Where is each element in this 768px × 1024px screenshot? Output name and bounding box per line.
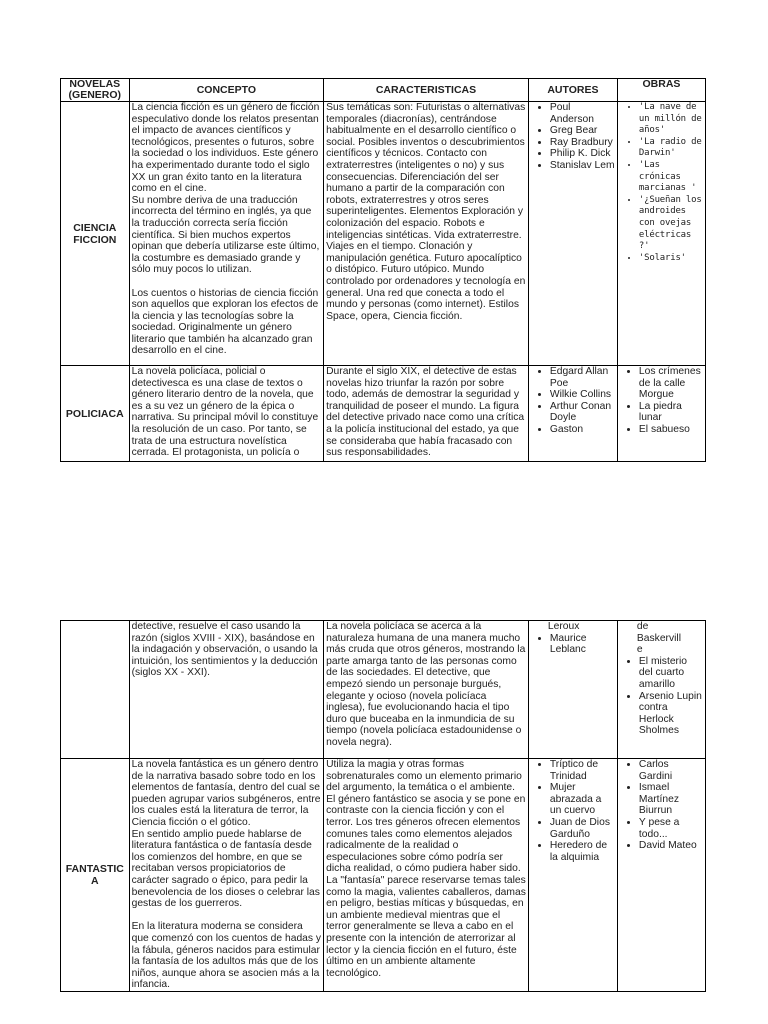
genre-table-part-2 [60,620,706,992]
concept-paragraph: En sentido amplio puede hablarse de literatura fantástica o de fantasía desde los comienzos del hombre, en que se recitaban versos propiciatorios de carácter sagrado o épico, para pedir la benevolencia de los dioses o celebrar las gestas de los guerreros. [131,828,320,910]
list-item: • Stanislav Lem [550,160,615,172]
authors-list [531,759,615,863]
list-item: • 'Las crónicas marcianas ' [639,160,703,195]
header-works: OBRAS [617,79,705,102]
list-item: • Tríptico de Trinidad [550,759,615,782]
works-cell [617,366,705,462]
concept-paragraph: La novela fantástica es un género dentro de la narrativa basado sobre todo en los elementos de fantasía, dentro del cual se pueden agrupar varios subgéneros, entre los cuales está la literatura de terror, la Ciencia ficción o el gótico. [131,759,321,828]
list-item: • Arthur Conan Doyle [550,401,615,424]
list-item: • Juan de Dios Garduño [550,817,615,840]
header-row [61,79,706,102]
list-item: • Poul Anderson [550,102,615,125]
authors-cell [528,102,617,366]
list-item: • Philip K. Dick [550,148,615,160]
concept-paragraph: Su nombre deriva de una traducción incorrecta del término en inglés, ya que la traducción correcta sería ficción científica. Si bien muchos expertos opinan que debería utilizarse este último, la costumbre es demasiado grande y sólo muy pocos lo utilizan. [131,194,320,276]
genre-cell: POLICIACA [61,366,130,462]
list-item: • Ismael Martínez Biurrun [639,782,703,817]
table-row [61,621,706,759]
list-item: • Arsenio Lupin contra Herlock Sholmes [639,691,703,737]
genre-cell: FANTASTIC A [61,759,130,992]
characteristics-paragraph: Utiliza la magia y otras formas sobrenaturales como un elemento primario del argumento, la temática o el ambiente. [326,759,522,794]
authors-list [531,366,615,436]
table-row [61,366,706,462]
characteristics-cell [324,759,529,992]
list-item: • 'Solaris' [639,253,703,265]
author-continuation: Leroux [547,621,580,632]
list-item: • El misterio del cuarto amarillo [639,656,703,691]
works-cell [617,102,705,366]
list-item: • Los crímenes de la calle Morgue [639,366,703,401]
works-list [620,656,703,737]
list-item: • Y pese a todo... [639,817,703,840]
works-list [620,366,703,436]
genre-cell: CIENCIA FICCION [61,102,130,366]
list-item: • Ray Bradbury [550,137,615,149]
concept-cell: La novela policíaca, policial o detectivesca es una clase de textos o género literario dentro de la novela, que es a su vez un género de la épica o narrativa. Su principal móvil lo constituye la resolución de un caso. Por tanto, se trata de una estructura novelística cerrada. El protagonista, un policía o [129,366,324,462]
table-row [61,102,706,366]
genre-cell [61,621,130,759]
list-item: • Heredero de la alquimia [550,840,615,863]
header-genre: NOVELAS (GENERO) [61,79,130,102]
header-concept: CONCEPTO [129,79,324,102]
works-list [620,759,703,852]
list-item: • 'La nave de un millón de años' [639,102,703,137]
concept-cell [129,759,324,992]
concept-paragraph: La ciencia ficción es un género de ficción especulativo donde los relatos presentan el impacto de avances científicos y tecnológicos, presentes o futuros, sobre la sociedad o los individuos. Este género ha experimentado durante todo el siglo XX un gran éxito tanto en la literatura como en el cine. [131,102,320,195]
authors-cell [528,366,617,462]
table-row [61,759,706,992]
characteristics-cell: Durante el siglo XIX, el detective de estas novelas hizo triunfar la razón por sobre todo, además de demostrar la seguridad y tranquilidad de poseer el mundo. La figura del detective privado nace como una crítica a la policía institucional del estado, ya que se consideraba que había fracasado con sus responsabilidades. [324,366,529,462]
list-item: • David Mateo [639,840,703,852]
works-cell [617,759,705,992]
work-continuation: de Baskervill e [636,621,681,656]
concept-paragraph: En la literatura moderna se considera que comenzó con los cuentos de hadas y la fábula, géneros nacidos para estimular la fantasía de los adultos más que de los niños, aunque ahora se asocien más a la infancia. [131,921,322,991]
authors-cell [528,759,617,992]
list-item: • 'La radio de Darwin' [639,137,703,160]
concept-paragraph: Los cuentos o historias de ciencia ficción son aquellos que exploran los efectos de la ciencia y las tecnologías sobre la sociedad. Originalmente un género literario que también ha alcanzado gran desarrollo en el cine. [131,287,319,357]
characteristics-paragraph: El género fantástico se asocia y se pone en contraste con la ciencia ficción y con el terror. Los tres géneros ofrecen elementos comunes tales como elementos alejados radicalmente de la realidad o especulaciones sobre cómo podría ser dicha realidad, o cómo pudiera haber sido. La "fantasía" parece reservarse temas tales como la magia, valientes caballeros, damas en peligro, bestias míticas y búsquedas, en un ambiente medieval mientras que el terror generalmente se lleva a cabo en el presente con la intención de aterrorizar al lector y la ciencia ficción en el futuro, éste último en un ambiente altamente tecnológico. [326,793,526,979]
works-cell [617,621,705,759]
list-item: • El sabueso [639,424,703,436]
list-item: • Greg Bear [550,125,615,137]
list-item: • Carlos Gardini [639,759,703,782]
concept-cell [129,102,324,366]
list-item: • '¿Sueñan los androides con ovejas eléctricas ?' [639,195,703,253]
concept-cell: detective, resuelve el caso usando la razón (siglos XVIII - XIX), basándose en la indagación y observación, o usando la intuición, los sentimientos y la deducción (siglos XX - XXI). [129,621,324,759]
list-item: • Wilkie Collins [550,389,615,401]
genre-table-part-1 [60,78,706,462]
authors-list [531,102,615,172]
list-item: • Mujer abrazada a un cuervo [550,782,615,817]
header-characteristics: CARACTERISTICAS [324,79,529,102]
list-item: • Maurice Leblanc [550,633,615,656]
authors-list [531,633,615,656]
list-item: • Gaston [550,424,615,436]
authors-cell [528,621,617,759]
list-item: • La piedra lunar [639,401,703,424]
characteristics-cell: Sus temáticas son: Futuristas o alternativas temporales (diacronías), centrándose habitualmente en el desarrollo científico o social. Posibles inventos o descubrimientos científicos y técnicos. Contacto con extraterrestres (inteligentes o no) y sus consecuencias. Diferenciación del ser humano a partir de la comparación con robots, extraterrestres y otros seres superinteligentes. Elementos Exploración y colonización del espacio. Robots e inteligencias sintéticas. Vida extraterrestre. Viajes en el tiempo. Clonación y manipulación genética. Futuro apocalíptico o distópico. Futuro utópico. Mundo controlado por ordenadores y tecnología en general. Una red que conecta a todo el mundo y personas (como internet). Estilos Space, opera, Ciencia ficción. [324,102,529,366]
works-list [620,102,703,264]
header-authors: AUTORES [528,79,617,102]
list-item: • Edgard Allan Poe [550,366,615,389]
characteristics-cell: La novela policíaca se acerca a la naturaleza humana de una manera mucho más cruda que otros géneros, mostrando la parte amarga tanto de las personas como de las sociedades. El detective, que empezó siendo un personaje burgués, elegante y ocioso (novela policíaca inglesa), fue evolucionando hacia el tipo duro que buceaba en la inmundicia de su tiempo (novela policíaca estadounidense o novela negra). [324,621,529,759]
